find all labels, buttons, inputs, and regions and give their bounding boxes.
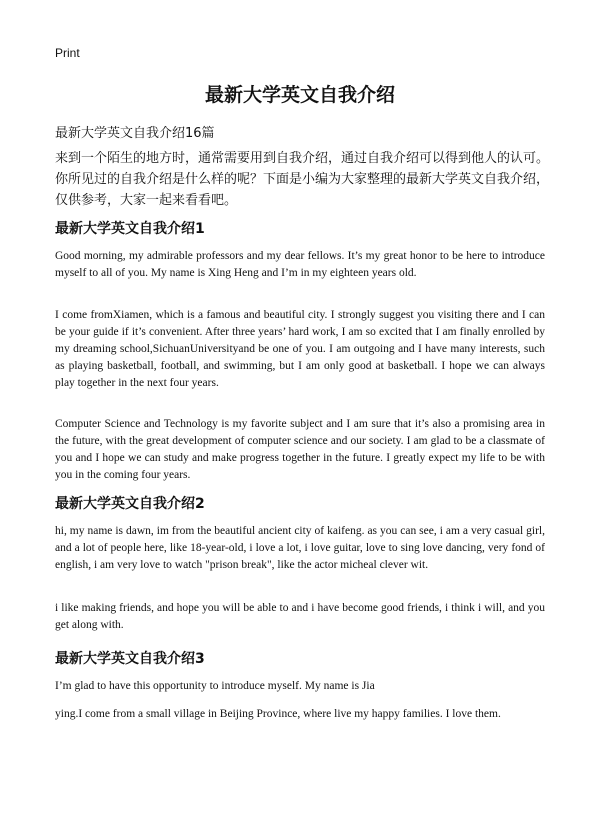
subtitle: 最新大学英文自我介绍16篇 bbox=[55, 126, 215, 141]
page-title: 最新大学英文自我介绍 bbox=[204, 84, 395, 106]
section-3-paragraph-2: ying.I come from a small village in Beijing Province, where live my happy families. I love them. bbox=[55, 708, 501, 720]
section-2-paragraph-1: hi, my name is dawn, im from the beautiful ancient city of kaifeng. as you can see, i am a very casual girl, and a lot of people here, like 18-year-old, i love a lot, i love guitar, love to sing love dancing, very fond of english, i am very love to watch "prison break", like the actor micheal clever wit. bbox=[55, 525, 545, 571]
section-1-paragraph-3: Computer Science and Technology is my favorite subject and I am sure that it’s also a promising area in the future, with the great development of computer science and our society. I am glad to be a classmate of you and I hope we can study and make progress together in the future. I greatly expect my life to be with you in the coming four years. bbox=[55, 418, 545, 481]
intro-paragraph: 来到一个陌生的地方时，通常需要用到自我介绍，通过自我介绍可以得到他人的认可。你所见过的自我介绍是什么样的呢？下面是小编为大家整理的最新大学英文自我介绍，仅供参考，大家一起来看看吧。 bbox=[55, 151, 550, 208]
section-heading-2: 最新大学英文自我介绍2 bbox=[55, 496, 205, 512]
section-heading-3: 最新大学英文自我介绍3 bbox=[55, 651, 205, 667]
section-2-paragraph-2: i like making friends, and hope you will be able to and i have become good friends, i think i will, and you get along with. bbox=[55, 602, 545, 631]
section-1-paragraph-1: Good morning, my admirable professors and my dear fellows. It’s my great honor to be here to introduce myself to all of you. My name is Xing Heng and I’m in my eighteen years old. bbox=[55, 250, 545, 279]
section-heading-1: 最新大学英文自我介绍1 bbox=[55, 221, 205, 237]
print-link[interactable]: Print bbox=[55, 46, 80, 60]
section-3-paragraph-1: I’m glad to have this opportunity to introduce myself. My name is Jia bbox=[55, 680, 375, 692]
section-1-paragraph-2: I come fromXiamen, which is a famous and beautiful city. I strongly suggest you visiting there and I can be your guide if it’s convenient. After three years’ hard work, I am so excited that I am finally enrolled by my dreaming school,SichuanUniversityand be one of you. I am outgoing and I have many interests, such as playing basketball, football, and swimming, but I am only good at basketball. I hope we can always play together in the next four years. bbox=[55, 309, 545, 389]
